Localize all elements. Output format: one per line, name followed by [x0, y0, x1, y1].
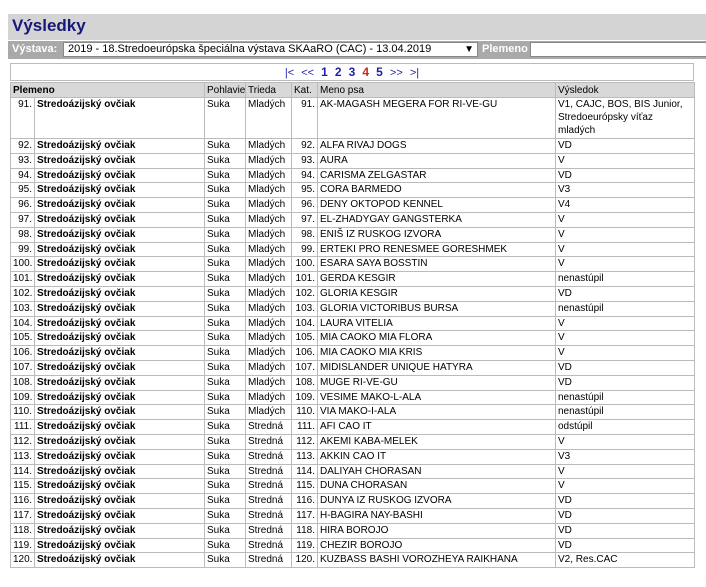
cell-dog-name: HIRA BOROJO — [318, 523, 556, 538]
cell-class: Mladých — [246, 360, 292, 375]
cell-result: V — [556, 257, 695, 272]
cell-sex: Suka — [205, 405, 246, 420]
cell-result: nenastúpil — [556, 272, 695, 287]
cell-breed: Stredoázijský ovčiak — [35, 375, 205, 390]
header-cat: Kat. — [292, 83, 318, 98]
row-number: 120. — [11, 553, 35, 568]
page-link-5[interactable]: 5 — [376, 65, 383, 79]
cell-result: VD — [556, 286, 695, 301]
cell-class: Stredná — [246, 538, 292, 553]
cell-breed: Stredoázijský ovčiak — [35, 346, 205, 361]
cell-sex: Suka — [205, 227, 246, 242]
cell-sex: Suka — [205, 494, 246, 509]
cell-dog-name: CORA BARMEDO — [318, 183, 556, 198]
table-row — [11, 523, 695, 538]
row-number: 98. — [11, 227, 35, 242]
cell-dog-name: GERDA KESGIR — [318, 272, 556, 287]
table-row — [11, 301, 695, 316]
cell-result: V2, Res.CAC — [556, 553, 695, 568]
cell-cat: 118. — [292, 523, 318, 538]
cell-cat: 98. — [292, 227, 318, 242]
cell-result: V — [556, 153, 695, 168]
table-row — [11, 420, 695, 435]
table-row — [11, 553, 695, 568]
cell-result: VD — [556, 360, 695, 375]
cell-class: Stredná — [246, 449, 292, 464]
row-number: 115. — [11, 479, 35, 494]
cell-result: V — [556, 316, 695, 331]
cell-breed: Stredoázijský ovčiak — [35, 257, 205, 272]
table-row — [11, 139, 695, 154]
cell-breed: Stredoázijský ovčiak — [35, 390, 205, 405]
row-number: 108. — [11, 375, 35, 390]
show-select-value: 2019 - 18.Stredoeurópska špeciálna výstava SKAaRO (CAC) - 13.04.2019 — [68, 43, 432, 55]
cell-sex: Suka — [205, 331, 246, 346]
cell-dog-name: EL-ZHADYGAY GANGSTERKA — [318, 212, 556, 227]
cell-result: V — [556, 346, 695, 361]
table-row — [11, 183, 695, 198]
cell-class: Stredná — [246, 553, 292, 568]
cell-result: V — [556, 464, 695, 479]
cell-class: Mladých — [246, 198, 292, 213]
row-number: 110. — [11, 405, 35, 420]
cell-class: Stredná — [246, 420, 292, 435]
table-row — [11, 257, 695, 272]
cell-dog-name: DUNA CHORASAN — [318, 479, 556, 494]
cell-breed: Stredoázijský ovčiak — [35, 272, 205, 287]
cell-cat: 92. — [292, 139, 318, 154]
next-page-link[interactable]: >> — [389, 67, 403, 79]
cell-cat: 108. — [292, 375, 318, 390]
cell-sex: Suka — [205, 464, 246, 479]
cell-breed: Stredoázijský ovčiak — [35, 464, 205, 479]
cell-breed: Stredoázijský ovčiak — [35, 538, 205, 553]
cell-class: Stredná — [246, 434, 292, 449]
cell-dog-name: ERTEKI PRO RENESMEE GORESHMEK — [318, 242, 556, 257]
table-row — [11, 286, 695, 301]
breed-label: Plemeno — [482, 43, 528, 55]
results-table — [10, 82, 695, 568]
cell-class: Mladých — [246, 257, 292, 272]
last-page-link[interactable]: >| — [409, 67, 420, 79]
cell-breed: Stredoázijský ovčiak — [35, 420, 205, 435]
cell-sex: Suka — [205, 523, 246, 538]
table-header-row — [11, 83, 695, 98]
title-bar — [8, 14, 706, 40]
cell-breed: Stredoázijský ovčiak — [35, 449, 205, 464]
cell-class: Stredná — [246, 523, 292, 538]
cell-breed: Stredoázijský ovčiak — [35, 479, 205, 494]
cell-result: V — [556, 227, 695, 242]
page-link-3[interactable]: 3 — [348, 65, 356, 79]
page-link-4-current[interactable]: 4 — [362, 65, 370, 79]
cell-class: Mladých — [246, 316, 292, 331]
cell-sex: Suka — [205, 286, 246, 301]
cell-sex: Suka — [205, 242, 246, 257]
row-number: 92. — [11, 139, 35, 154]
cell-breed: Stredoázijský ovčiak — [35, 212, 205, 227]
table-row — [11, 479, 695, 494]
cell-dog-name: DENY OKTOPOD KENNEL — [318, 198, 556, 213]
table-row — [11, 316, 695, 331]
cell-result: V4 — [556, 198, 695, 213]
cell-cat: 105. — [292, 331, 318, 346]
cell-sex: Suka — [205, 98, 246, 139]
cell-breed: Stredoázijský ovčiak — [35, 523, 205, 538]
dropdown-arrow-icon[interactable]: ▼ — [464, 44, 474, 55]
table-row — [11, 227, 695, 242]
cell-class: Mladých — [246, 153, 292, 168]
cell-breed: Stredoázijský ovčiak — [35, 183, 205, 198]
table-row — [11, 198, 695, 213]
breed-input[interactable] — [530, 42, 706, 57]
cell-cat: 95. — [292, 183, 318, 198]
cell-cat: 94. — [292, 168, 318, 183]
row-number: 95. — [11, 183, 35, 198]
cell-dog-name: GLORIA VICTORIBUS BURSA — [318, 301, 556, 316]
table-row — [11, 464, 695, 479]
cell-sex: Suka — [205, 139, 246, 154]
page-title: Výsledky — [12, 16, 86, 35]
cell-dog-name: AKEMI KABA-MELEK — [318, 434, 556, 449]
cell-result: V — [556, 242, 695, 257]
row-number: 111. — [11, 420, 35, 435]
cell-sex: Suka — [205, 183, 246, 198]
cell-class: Mladých — [246, 98, 292, 139]
cell-cat: 109. — [292, 390, 318, 405]
table-row — [11, 434, 695, 449]
cell-dog-name: CHEZIR BOROJO — [318, 538, 556, 553]
cell-sex: Suka — [205, 449, 246, 464]
cell-breed: Stredoázijský ovčiak — [35, 168, 205, 183]
cell-breed: Stredoázijský ovčiak — [35, 360, 205, 375]
cell-class: Mladých — [246, 346, 292, 361]
table-row — [11, 153, 695, 168]
cell-dog-name: MIA CAOKO MIA FLORA — [318, 331, 556, 346]
table-row — [11, 494, 695, 509]
pagination — [10, 63, 694, 81]
header-breed: Plemeno — [11, 83, 205, 98]
cell-sex: Suka — [205, 434, 246, 449]
cell-sex: Suka — [205, 346, 246, 361]
table-row — [11, 360, 695, 375]
cell-result: nenastúpil — [556, 405, 695, 420]
cell-dog-name: AFI CAO IT — [318, 420, 556, 435]
cell-result: V — [556, 331, 695, 346]
cell-class: Mladých — [246, 405, 292, 420]
cell-dog-name: ESARA SAYA BOSSTIN — [318, 257, 556, 272]
cell-dog-name: MIDISLANDER UNIQUE HATYRA — [318, 360, 556, 375]
cell-result: VD — [556, 523, 695, 538]
cell-sex: Suka — [205, 272, 246, 287]
cell-cat: 93. — [292, 153, 318, 168]
cell-dog-name: AKKIN CAO IT — [318, 449, 556, 464]
row-number: 91. — [11, 98, 35, 139]
row-number: 119. — [11, 538, 35, 553]
row-number: 118. — [11, 523, 35, 538]
cell-result: V3 — [556, 183, 695, 198]
row-number: 102. — [11, 286, 35, 301]
cell-sex: Suka — [205, 420, 246, 435]
cell-breed: Stredoázijský ovčiak — [35, 331, 205, 346]
row-number: 117. — [11, 508, 35, 523]
table-row — [11, 242, 695, 257]
cell-cat: 101. — [292, 272, 318, 287]
table-row — [11, 508, 695, 523]
row-number: 106. — [11, 346, 35, 361]
table-row — [11, 449, 695, 464]
cell-cat: 117. — [292, 508, 318, 523]
cell-cat: 111. — [292, 420, 318, 435]
cell-sex: Suka — [205, 390, 246, 405]
cell-cat: 97. — [292, 212, 318, 227]
cell-result: V — [556, 212, 695, 227]
cell-breed: Stredoázijský ovčiak — [35, 98, 205, 139]
cell-result: VD — [556, 375, 695, 390]
cell-class: Mladých — [246, 212, 292, 227]
cell-class: Mladých — [246, 183, 292, 198]
cell-class: Mladých — [246, 272, 292, 287]
cell-sex: Suka — [205, 479, 246, 494]
table-row — [11, 272, 695, 287]
cell-breed: Stredoázijský ovčiak — [35, 301, 205, 316]
row-number: 113. — [11, 449, 35, 464]
table-row — [11, 168, 695, 183]
header-sex: Pohlavie — [205, 83, 246, 98]
cell-cat: 113. — [292, 449, 318, 464]
cell-sex: Suka — [205, 553, 246, 568]
cell-class: Stredná — [246, 479, 292, 494]
cell-breed: Stredoázijský ovčiak — [35, 153, 205, 168]
table-row — [11, 212, 695, 227]
cell-cat: 104. — [292, 316, 318, 331]
cell-sex: Suka — [205, 198, 246, 213]
cell-sex: Suka — [205, 301, 246, 316]
cell-breed: Stredoázijský ovčiak — [35, 508, 205, 523]
cell-cat: 103. — [292, 301, 318, 316]
cell-breed: Stredoázijský ovčiak — [35, 242, 205, 257]
show-select[interactable] — [63, 42, 478, 57]
row-number: 96. — [11, 198, 35, 213]
table-row — [11, 538, 695, 553]
row-number: 94. — [11, 168, 35, 183]
cell-class: Mladých — [246, 301, 292, 316]
cell-class: Mladých — [246, 375, 292, 390]
cell-dog-name: DUNYA IZ RUSKOG IZVORA — [318, 494, 556, 509]
cell-cat: 96. — [292, 198, 318, 213]
header-dog-name: Meno psa — [318, 83, 556, 98]
cell-sex: Suka — [205, 316, 246, 331]
cell-breed: Stredoázijský ovčiak — [35, 494, 205, 509]
cell-cat: 114. — [292, 464, 318, 479]
cell-sex: Suka — [205, 257, 246, 272]
cell-dog-name: ENIŠ IZ RUSKOG IZVORA — [318, 227, 556, 242]
table-row — [11, 98, 695, 139]
row-number: 97. — [11, 212, 35, 227]
row-number: 112. — [11, 434, 35, 449]
row-number: 105. — [11, 331, 35, 346]
cell-cat: 112. — [292, 434, 318, 449]
page-link-2[interactable]: 2 — [334, 65, 342, 79]
cell-result: nenastúpil — [556, 301, 695, 316]
row-number: 116. — [11, 494, 35, 509]
header-result: Výsledok — [556, 83, 695, 98]
table-row — [11, 375, 695, 390]
cell-cat: 107. — [292, 360, 318, 375]
cell-class: Mladých — [246, 227, 292, 242]
page-link-1[interactable]: 1 — [321, 65, 328, 79]
cell-result: VD — [556, 168, 695, 183]
cell-sex: Suka — [205, 538, 246, 553]
cell-class: Mladých — [246, 242, 292, 257]
cell-class: Mladých — [246, 390, 292, 405]
cell-result: V1, CAJC, BOS, BIS Junior, Stredoeurópsky víťaz mladých — [556, 98, 695, 139]
cell-sex: Suka — [205, 508, 246, 523]
cell-sex: Suka — [205, 212, 246, 227]
cell-class: Stredná — [246, 494, 292, 509]
cell-dog-name: ALFA RIVAJ DOGS — [318, 139, 556, 154]
cell-result: odstúpil — [556, 420, 695, 435]
cell-result: VD — [556, 139, 695, 154]
cell-result: nenastúpil — [556, 390, 695, 405]
cell-result: V — [556, 479, 695, 494]
cell-breed: Stredoázijský ovčiak — [35, 227, 205, 242]
cell-result: VD — [556, 538, 695, 553]
cell-breed: Stredoázijský ovčiak — [35, 139, 205, 154]
row-number: 107. — [11, 360, 35, 375]
cell-sex: Suka — [205, 375, 246, 390]
cell-sex: Suka — [205, 168, 246, 183]
row-number: 109. — [11, 390, 35, 405]
cell-breed: Stredoázijský ovčiak — [35, 553, 205, 568]
cell-dog-name: MUGE RI-VE-GU — [318, 375, 556, 390]
cell-dog-name: H-BAGIRA NAY-BASHI — [318, 508, 556, 523]
cell-sex: Suka — [205, 153, 246, 168]
row-number: 104. — [11, 316, 35, 331]
cell-cat: 106. — [292, 346, 318, 361]
cell-sex: Suka — [205, 360, 246, 375]
table-row — [11, 390, 695, 405]
cell-class: Mladých — [246, 286, 292, 301]
cell-cat: 102. — [292, 286, 318, 301]
cell-cat: 99. — [292, 242, 318, 257]
cell-dog-name: CARISMA ZELGASTAR — [318, 168, 556, 183]
table-row — [11, 346, 695, 361]
cell-breed: Stredoázijský ovčiak — [35, 198, 205, 213]
cell-class: Mladých — [246, 139, 292, 154]
cell-cat: 91. — [292, 98, 318, 139]
cell-result: V — [556, 434, 695, 449]
header-class: Trieda — [246, 83, 292, 98]
cell-class: Stredná — [246, 464, 292, 479]
cell-cat: 110. — [292, 405, 318, 420]
cell-result: VD — [556, 508, 695, 523]
cell-cat: 116. — [292, 494, 318, 509]
table-row — [11, 331, 695, 346]
cell-cat: 115. — [292, 479, 318, 494]
row-number: 103. — [11, 301, 35, 316]
cell-dog-name: KUZBASS BASHI VOROZHEYA RAIKHANA — [318, 553, 556, 568]
cell-class: Stredná — [246, 508, 292, 523]
prev-page-link[interactable]: << — [301, 67, 315, 79]
cell-dog-name: MIA CAOKO MIA KRIS — [318, 346, 556, 361]
cell-breed: Stredoázijský ovčiak — [35, 286, 205, 301]
cell-breed: Stredoázijský ovčiak — [35, 405, 205, 420]
cell-dog-name: GLORIA KESGIR — [318, 286, 556, 301]
filter-bar — [8, 41, 706, 59]
cell-cat: 119. — [292, 538, 318, 553]
cell-dog-name: LAURA VITELIA — [318, 316, 556, 331]
row-number: 99. — [11, 242, 35, 257]
cell-result: V3 — [556, 449, 695, 464]
show-label: Výstava: — [12, 43, 58, 55]
cell-dog-name: VESIME MAKO-L-ALA — [318, 390, 556, 405]
cell-class: Mladých — [246, 168, 292, 183]
row-number: 100. — [11, 257, 35, 272]
row-number: 114. — [11, 464, 35, 479]
cell-dog-name: AK-MAGASH MEGERA FOR RI-VE-GU — [318, 98, 556, 139]
cell-breed: Stredoázijský ovčiak — [35, 316, 205, 331]
first-page-link[interactable]: |< — [284, 67, 295, 79]
cell-result: VD — [556, 494, 695, 509]
cell-class: Mladých — [246, 331, 292, 346]
cell-dog-name: DALIYAH CHORASAN — [318, 464, 556, 479]
cell-breed: Stredoázijský ovčiak — [35, 434, 205, 449]
row-number: 93. — [11, 153, 35, 168]
row-number: 101. — [11, 272, 35, 287]
cell-dog-name: AURA — [318, 153, 556, 168]
cell-dog-name: VIA MAKO-I-ALA — [318, 405, 556, 420]
cell-cat: 100. — [292, 257, 318, 272]
cell-cat: 120. — [292, 553, 318, 568]
table-row — [11, 405, 695, 420]
